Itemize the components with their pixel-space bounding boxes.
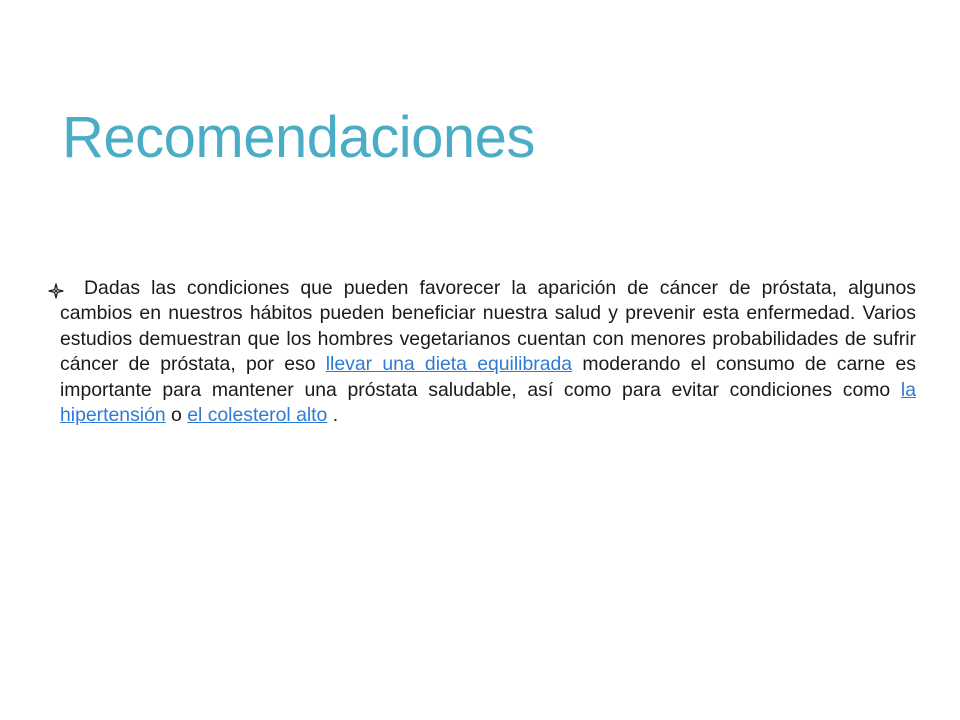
slide-content [48, 276, 916, 428]
link-hipertension[interactable]: la hipertensión [60, 378, 916, 427]
paragraph-text-2: moderando el consumo de carne es importante para mantener una próstata saludable, así como para evitar condiciones como [60, 353, 916, 401]
bullet-paragraph [48, 276, 916, 428]
slide-title: Recomendaciones [62, 105, 535, 170]
paragraph-text-1: Dadas las condiciones que pueden favorecer la aparición de cáncer de próstata, algunos cambios en nuestros hábitos pueden beneficiar nuestra salud y prevenir esta enfermedad. Varios estudios demuestran que los hombres vegetarianos cuentan con menores probabilidades de sufrir cáncer de próstata, por eso [60, 277, 916, 376]
paragraph-text-4: . [332, 404, 339, 427]
link-colesterol-alto[interactable]: el colesterol alto [187, 404, 328, 427]
paragraph-text-3: o [171, 404, 188, 427]
link-dieta-equilibrada[interactable]: llevar una dieta equilibrada [325, 353, 573, 376]
diamond-star-icon [48, 281, 64, 297]
